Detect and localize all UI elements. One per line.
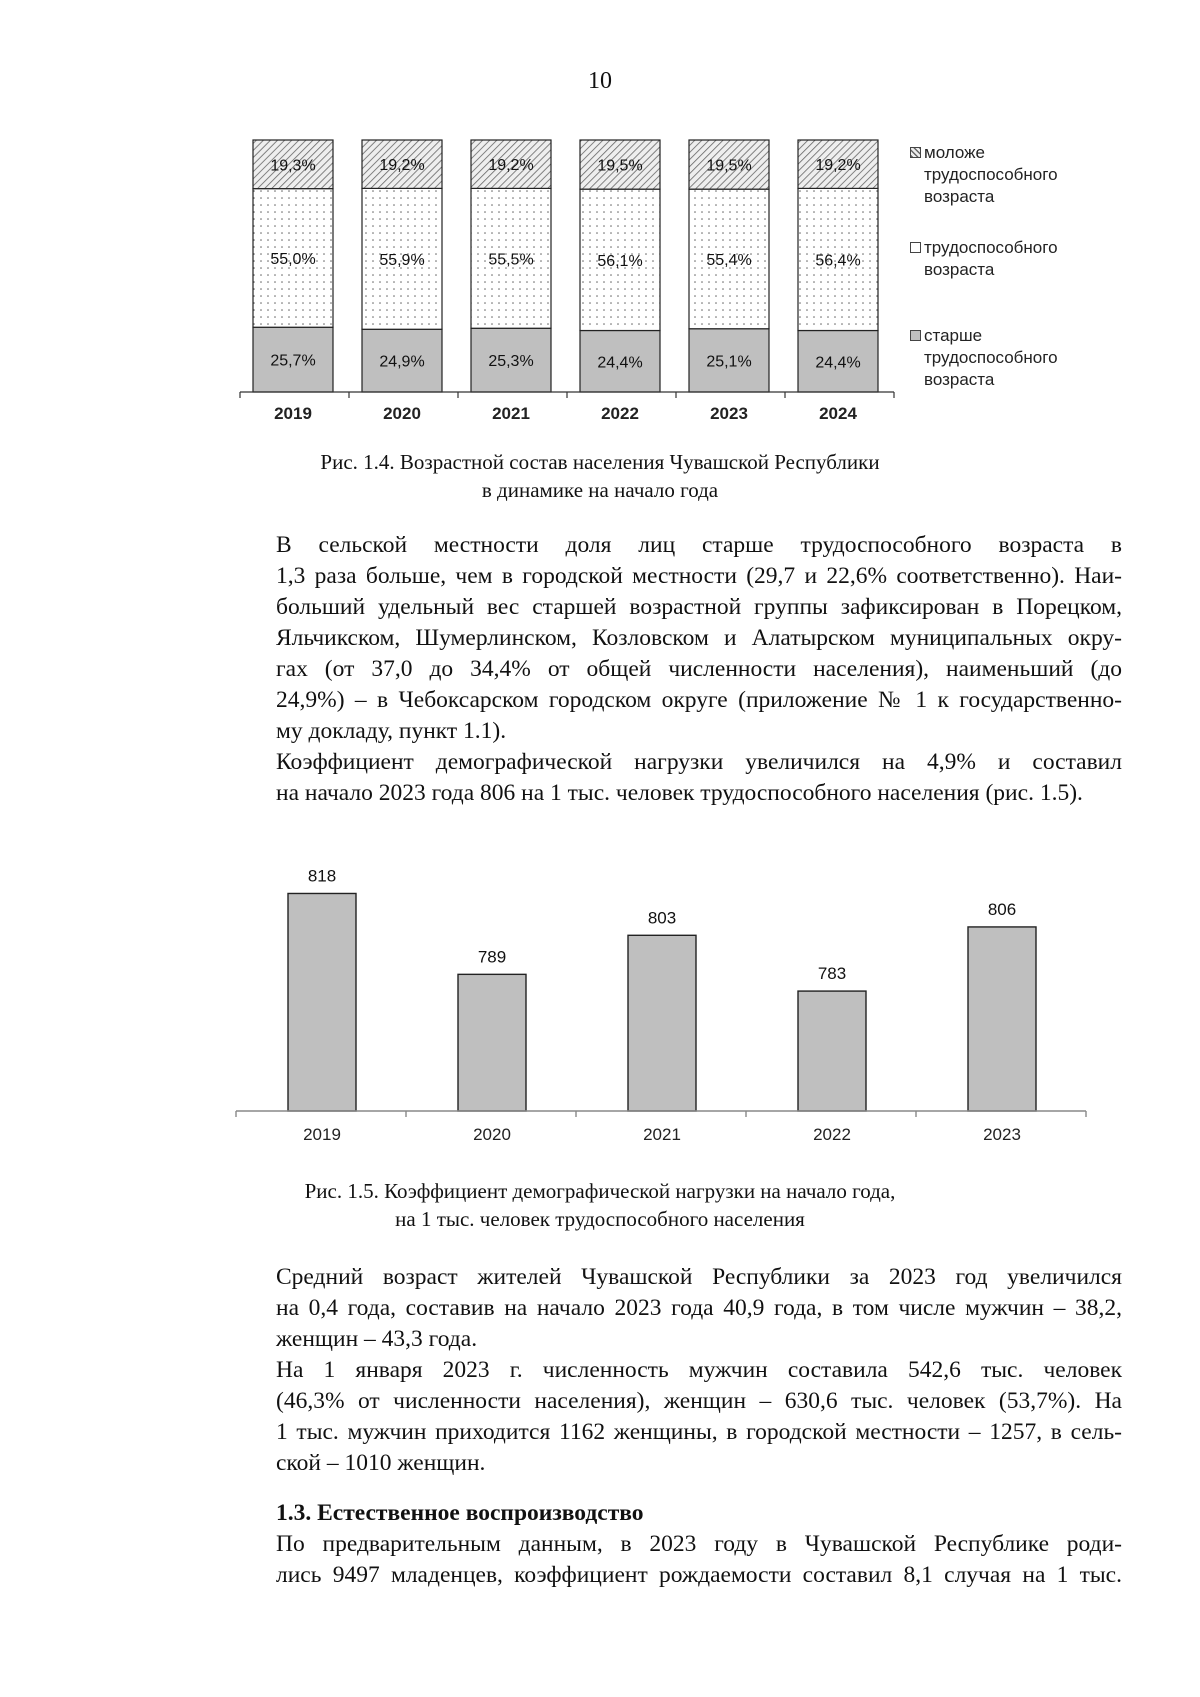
text-line: на начало 2023 года 806 на 1 тыс. человек трудоспособного населения (рис. 1.5). [276, 780, 1083, 806]
text-line: больший удельный вес старшей возрастной группы зафиксирован в Порецком, [276, 594, 1122, 620]
text-line: му докладу, пункт 1.1). [276, 718, 507, 744]
data-label: 56,4% [815, 252, 861, 270]
data-label: 19,2% [379, 157, 425, 175]
text-line: 1,3 раза больше, чем в городской местности (29,7 и 22,6% соответственно). Наи- [276, 563, 1122, 589]
text-line: лись 9497 младенцев, коэффициент рождаемости составил 8,1 случая на 1 тыс. [276, 1562, 1122, 1588]
figure-1-5-caption-line1: Рис. 1.5. Коэффициент демографической нагрузки на начало года, [304, 1179, 896, 1203]
paragraph-age-gender [204, 1262, 1122, 1479]
legend-label-working: трудоспособного [924, 238, 1058, 257]
text-line: (46,3% от численности населения), женщин – 630,6 тыс. человек (53,7%). На [276, 1388, 1122, 1414]
bar [968, 927, 1036, 1111]
data-label: 803 [647, 908, 677, 928]
text-line: 1 тыс. мужчин приходится 1162 женщины, в городской местности – 1257, в сель- [276, 1419, 1122, 1445]
legend-label-young: моложе [924, 143, 985, 162]
data-label: 55,4% [706, 251, 752, 269]
data-label: 19,5% [706, 157, 752, 175]
data-label: 818 [307, 866, 337, 886]
data-label: 783 [817, 964, 847, 984]
x-tick-label: 2022 [601, 404, 639, 423]
data-label: 19,2% [488, 157, 534, 175]
figure-1-4-caption-line2: в динамике на начало года [481, 478, 719, 502]
data-label: 25,7% [270, 352, 316, 370]
x-tick-label: 2022 [813, 1125, 851, 1144]
text-line: на 0,4 года, составив на начало 2023 года 40,9 года, в том числе мужчин – 38,2, [276, 1295, 1122, 1321]
data-label: 19,5% [597, 157, 643, 175]
text-line: гах (от 37,0 до 34,4% от общей численности населения), наименьший (до [276, 656, 1122, 682]
figure-1-5-caption [0, 1177, 1200, 1233]
x-tick-label: 2023 [983, 1125, 1021, 1144]
x-tick-label: 2021 [643, 1125, 681, 1144]
page-number: 10 [588, 68, 612, 94]
paragraph-births [204, 1529, 1122, 1591]
data-label: 806 [987, 899, 1017, 919]
data-label: 19,2% [815, 157, 861, 175]
x-tick-label: 2019 [303, 1125, 341, 1144]
data-label: 19,3% [270, 157, 316, 175]
legend-label-young-2: трудоспособного [924, 165, 1058, 184]
text-line: женщин – 43,3 года. [276, 1326, 478, 1352]
x-tick-label: 2021 [492, 404, 530, 423]
x-tick-label: 2024 [819, 404, 857, 423]
text-line: Средний возраст жителей Чувашской Республики за 2023 год увеличился [276, 1264, 1122, 1290]
legend-label-working-2: возраста [924, 260, 995, 279]
text-line: На 1 января 2023 г. численность мужчин составила 542,6 тыс. человек [276, 1357, 1122, 1383]
x-tick-label: 2020 [473, 1125, 511, 1144]
x-tick-label: 2020 [383, 404, 421, 423]
text-line: По предварительным данным, в 2023 году в Чувашской Республике роди- [276, 1531, 1122, 1557]
x-tick-label: 2023 [710, 404, 748, 423]
data-label: 55,5% [488, 251, 534, 269]
data-label: 789 [477, 947, 507, 967]
figure-1-5-caption-line2: на 1 тыс. человек трудоспособного населения [395, 1207, 805, 1231]
data-label: 24,4% [815, 354, 861, 372]
data-label: 24,9% [379, 353, 425, 371]
legend-label-old-3: возраста [924, 370, 995, 389]
text-line: ской – 1010 женщин. [276, 1450, 486, 1476]
figure-1-4-caption-line1: Рис. 1.4. Возрастной состав населения Чувашской Республики [320, 450, 880, 474]
bar [288, 893, 356, 1111]
data-label: 56,1% [597, 252, 643, 270]
legend-label-young-3: возраста [924, 187, 995, 206]
data-label: 25,1% [706, 353, 752, 371]
data-label: 55,0% [270, 250, 316, 268]
legend-label-old-2: трудоспособного [924, 348, 1058, 367]
data-label: 24,4% [597, 354, 643, 372]
x-tick-label: 2019 [274, 404, 312, 423]
data-label: 55,9% [379, 251, 425, 269]
text-line: В сельской местности доля лиц старше трудоспособного возраста в [276, 532, 1122, 558]
bar [798, 991, 866, 1111]
section-heading: 1.3. Естественное воспроизводство [276, 1500, 644, 1526]
bar [628, 935, 696, 1111]
bar [458, 974, 526, 1111]
text-line: Яльчикском, Шумерлинском, Козловском и Алатырском муниципальных окру- [276, 625, 1122, 651]
data-label: 25,3% [488, 353, 534, 371]
legend-label-old: старше [924, 326, 983, 345]
text-line: 24,9%) – в Чебоксарском городском округе (приложение № 1 к государственно- [276, 687, 1122, 713]
text-line: Коэффициент демографической нагрузки увеличился на 4,9% и составил [276, 749, 1122, 775]
